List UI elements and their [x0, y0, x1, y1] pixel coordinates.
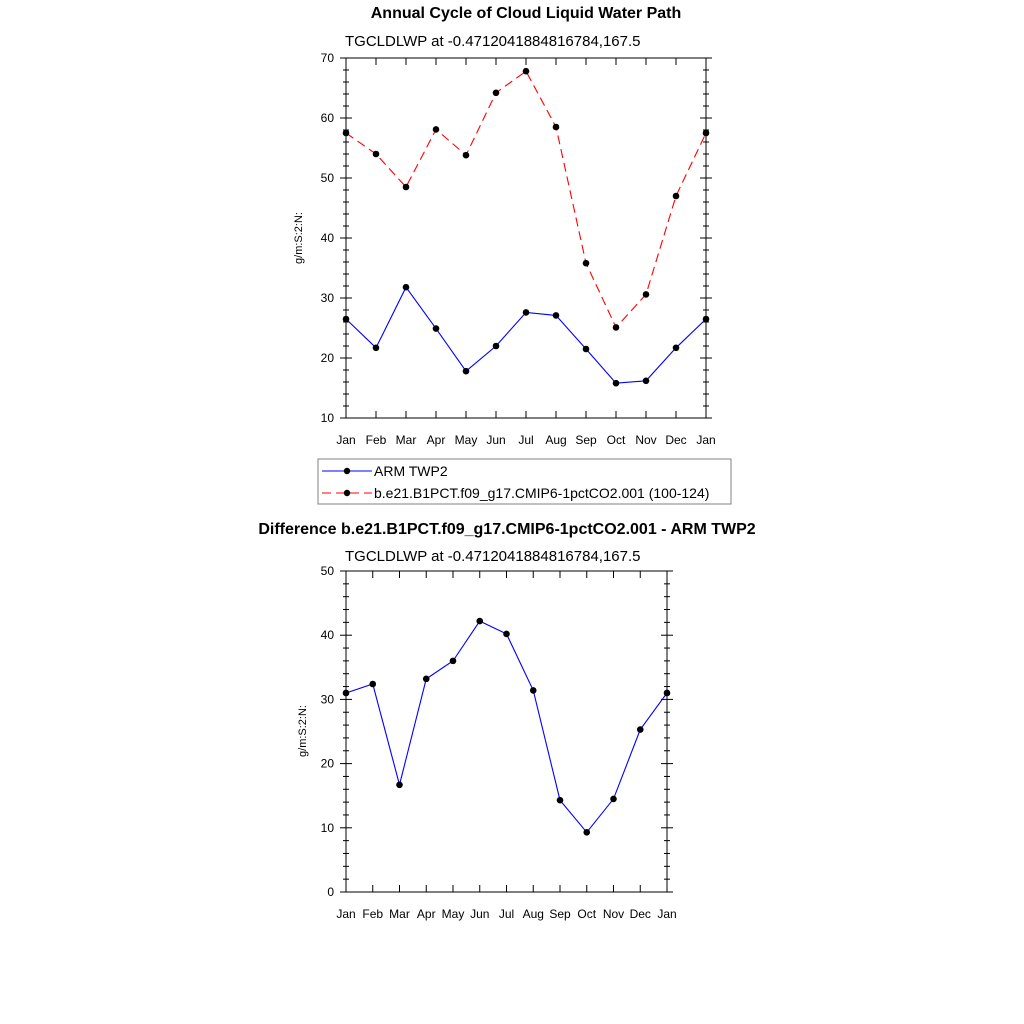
top-y-tick-label: 70: [320, 51, 334, 65]
top-series-1-point: [463, 152, 470, 159]
top-y-tick-label: 30: [320, 291, 334, 305]
top-series-1-point: [643, 291, 650, 298]
top-x-tick-label: Jan: [696, 433, 716, 447]
top-x-tick-label: Mar: [395, 433, 417, 447]
bottom-x-tick-label: Oct: [577, 907, 597, 921]
legend-obs-label: ARM TWP2: [374, 463, 448, 479]
bottom-series-0-point: [530, 687, 537, 694]
top-series-0-point: [403, 284, 410, 291]
top-series-0-point: [523, 309, 530, 316]
top-series-1-point: [373, 151, 380, 158]
top-x-tick-label: Dec: [665, 433, 687, 447]
bottom-series-0-point: [503, 631, 510, 638]
difference-title: Difference b.e21.B1PCT.f09_g17.CMIP6-1pctCO2.001 - ARM TWP2: [258, 521, 756, 538]
bottom-series-0-point: [423, 676, 430, 683]
bottom-y-tick-label: 30: [320, 692, 334, 707]
top-series-1-point: [553, 124, 560, 131]
bottom-series-0-point: [369, 681, 376, 688]
bottom-series-0-point: [637, 726, 644, 733]
top-y-tick-label: 10: [320, 411, 334, 425]
bottom-series-0-point: [450, 658, 457, 665]
bottom-x-tick-label: Jan: [336, 907, 356, 921]
bottom-series-0-point: [610, 796, 617, 803]
top-series-0-point: [553, 312, 560, 319]
legend-obs-marker: [344, 468, 350, 474]
top-x-tick-label: Apr: [426, 433, 446, 447]
bottom-series-0-point: [583, 829, 590, 836]
top-series-0-point: [373, 345, 380, 352]
top-x-tick-label: Sep: [575, 433, 597, 447]
bottom-y-tick-label: 20: [320, 756, 334, 771]
legend: [318, 459, 731, 504]
top-x-tick-label: Feb: [365, 433, 387, 447]
bottom-series-0-point: [557, 797, 564, 804]
top-y-tick-label: 40: [320, 231, 334, 245]
top-series-0-point: [493, 343, 500, 350]
top-series-1-point: [583, 260, 590, 267]
bottom-x-tick-label: Mar: [389, 907, 410, 921]
top-x-tick-label: Oct: [606, 433, 626, 447]
top-series-1-point: [403, 184, 410, 191]
top-series-1-point: [493, 90, 500, 97]
bottom-x-tick-label: Jan: [657, 907, 677, 921]
top-series-0-point: [673, 345, 680, 352]
bottom-x-tick-label: Sep: [549, 907, 571, 921]
top-x-tick-label: Jun: [486, 433, 506, 447]
difference-subtitle: TGCLDLWP at -0.4712041884816784,167.5: [345, 548, 641, 565]
bottom-x-tick-label: Feb: [362, 907, 384, 921]
top-series-1-point: [673, 193, 680, 200]
top-series-1-point: [523, 68, 530, 75]
bottom-x-tick-label: May: [441, 907, 465, 921]
bottom-x-tick-label: Apr: [416, 907, 436, 921]
top-series-0-point: [343, 316, 350, 323]
chart-title: Annual Cycle of Cloud Liquid Water Path: [370, 5, 682, 22]
bottom-series-0-point: [476, 618, 483, 625]
top-series-1-point: [433, 126, 440, 133]
top-series-1-point: [613, 324, 620, 331]
top-series-0-point: [463, 368, 470, 375]
bottom-series-0-point: [396, 781, 403, 788]
legend-model-label: b.e21.B1PCT.f09_g17.CMIP6-1pctCO2.001 (100-124): [374, 485, 710, 501]
top-series-0-point: [703, 316, 710, 323]
bottom-y-tick-label: 10: [320, 820, 334, 835]
top-series-1-point: [343, 130, 350, 137]
bottom-series-0-point: [343, 690, 350, 697]
top-x-tick-label: Nov: [635, 433, 657, 447]
top-series-0-point: [613, 380, 620, 387]
top-y-tick-label: 20: [320, 351, 334, 365]
bottom-x-tick-label: Aug: [522, 907, 544, 921]
difference-y-axis-label: g/m:S:2:N:: [297, 705, 309, 757]
bottom-series-0-point: [664, 690, 671, 697]
top-x-tick-label: Jan: [336, 433, 356, 447]
y-axis-label: g/m:S:2:N:: [293, 212, 305, 264]
bottom-y-tick-label: 40: [320, 628, 334, 643]
top-series-0-point: [643, 378, 650, 385]
bottom-y-tick-label: 0: [327, 885, 334, 899]
top-series-0-point: [583, 346, 590, 353]
top-y-tick-label: 60: [320, 111, 334, 125]
top-x-tick-label: Aug: [545, 433, 567, 447]
bottom-x-tick-label: Jul: [498, 907, 515, 921]
legend-model-marker: [344, 490, 350, 496]
bottom-y-tick-label: 50: [320, 564, 334, 578]
bottom-x-tick-label: Jun: [470, 907, 490, 921]
bottom-x-tick-label: Dec: [629, 907, 651, 921]
top-x-tick-label: Jul: [518, 433, 534, 447]
bottom-x-tick-label: Nov: [602, 907, 625, 921]
top-series-0-point: [433, 325, 440, 332]
chart-subtitle: TGCLDLWP at -0.4712041884816784,167.5: [345, 33, 641, 50]
top-x-tick-label: May: [454, 433, 478, 447]
top-y-tick-label: 50: [320, 171, 334, 185]
top-series-1-point: [703, 130, 710, 137]
